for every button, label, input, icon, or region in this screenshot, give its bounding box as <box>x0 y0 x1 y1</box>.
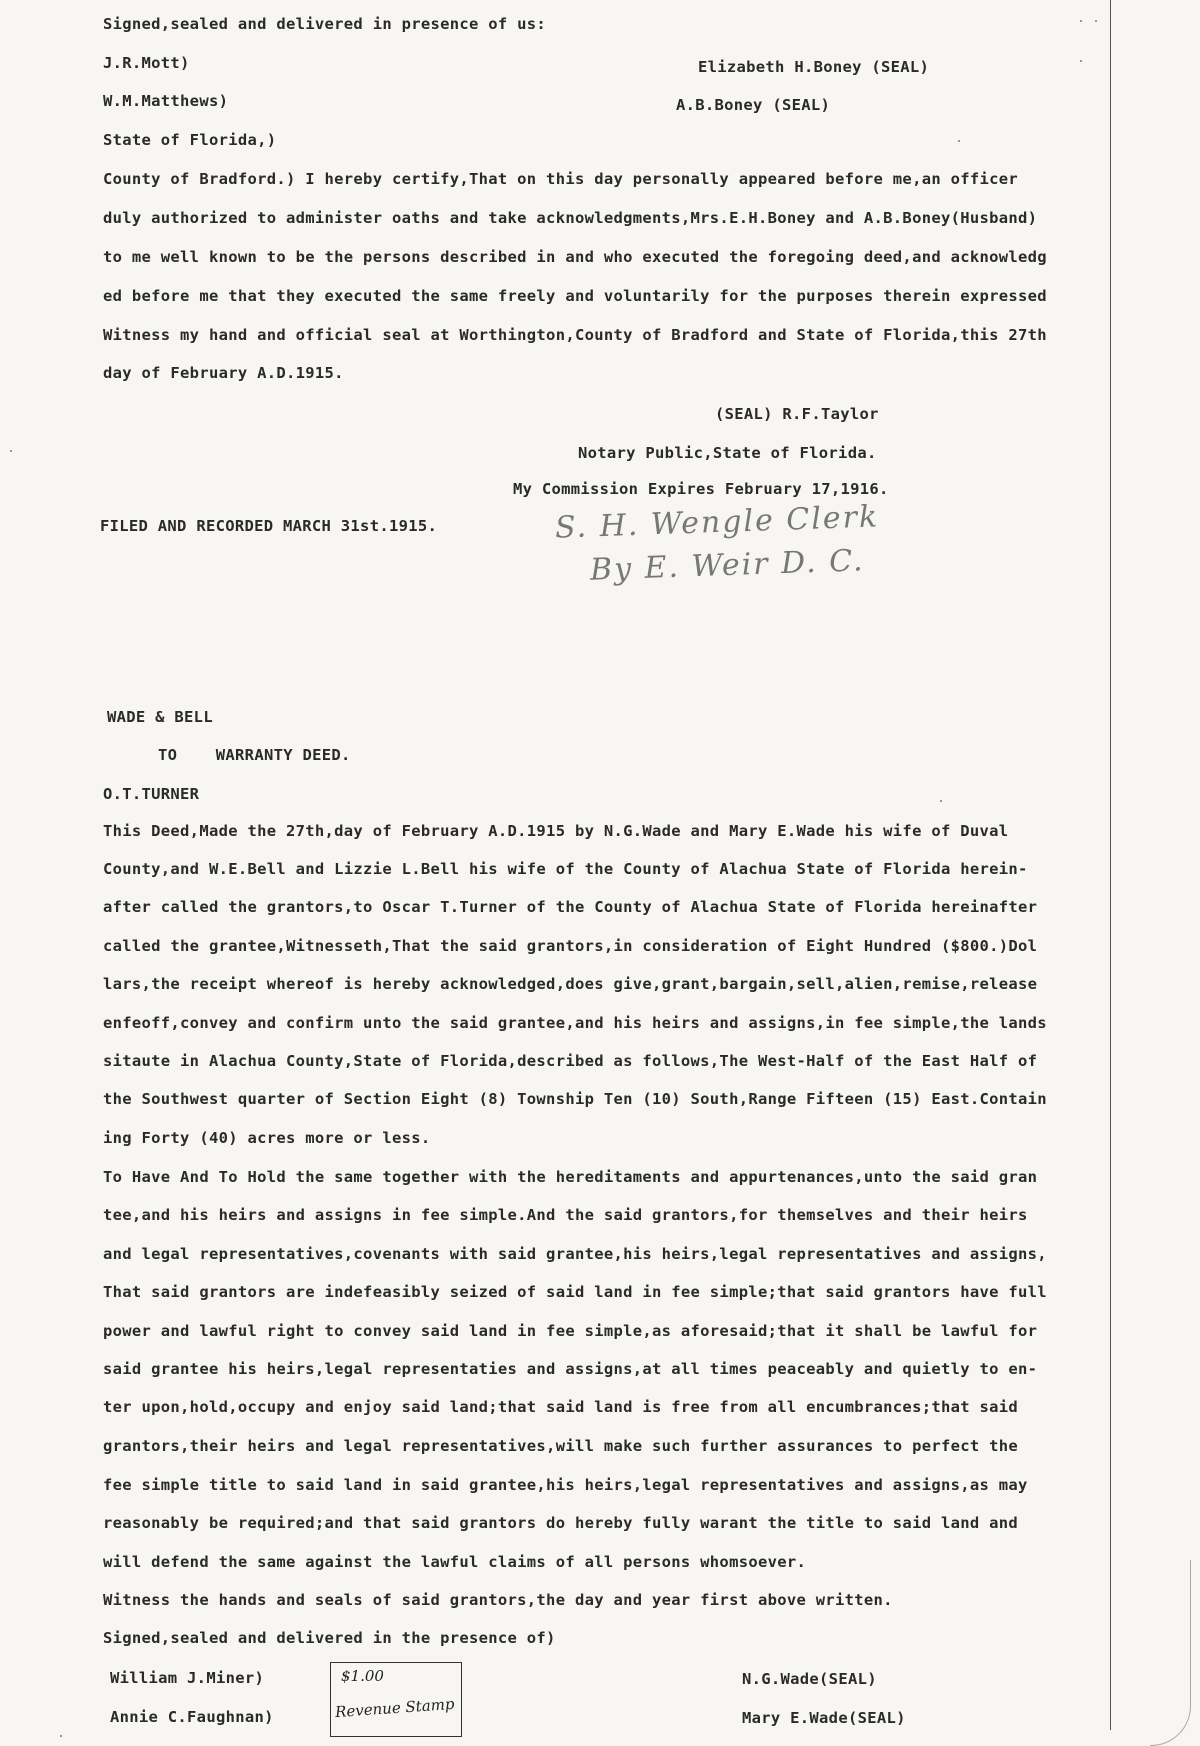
ack-line: day of February A.D.1915. <box>103 364 344 382</box>
commission-expiry: My Commission Expires February 17,1916. <box>513 480 889 498</box>
deed-line: To Have And To Hold the same together with the hereditaments and appurtenances,unto the said gran <box>103 1168 1038 1186</box>
revenue-stamp <box>330 1662 462 1737</box>
deed-line: and legal representatives,covenants with said grantee,his heirs,legal representatives and assigns, <box>103 1245 1047 1263</box>
deed-line: reasonably be required;and that said grantors do hereby fully warant the title to said land and <box>103 1514 1019 1532</box>
notary-seal-signature: (SEAL) R.F.Taylor <box>715 405 879 423</box>
witness-name: William J.Miner) <box>110 1669 265 1687</box>
ack-line: ed before me that they executed the same freely and voluntarily for the purposes therein expressed <box>103 287 1047 305</box>
paper-speck <box>1080 60 1082 62</box>
deed-line: said grantee his heirs,legal representaties and assigns,at all times peaceably and quietly to en- <box>103 1360 1038 1378</box>
deed-line: will defend the same against the lawful claims of all persons whomsoever. <box>103 1553 807 1571</box>
deed-party-grantors: WADE & BELL <box>107 708 213 726</box>
ack-line: County of Bradford.) I hereby certify,That on this day personally appeared before me,an officer <box>103 170 1019 188</box>
paper-speck <box>1095 20 1097 22</box>
stamp-amount: $1.00 <box>341 1667 384 1685</box>
deed-line: sitaute in Alachua County,State of Florida,described as follows,The West-Half of the East Half of <box>103 1052 1038 1070</box>
deed-title: TO WARRANTY DEED. <box>158 746 351 764</box>
deed-line: Witness the hands and seals of said grantors,the day and year first above written. <box>103 1591 893 1609</box>
paper-speck <box>940 800 942 802</box>
deed-line: fee simple title to said land in said grantee,his heirs,legal representatives and assigns,as may <box>103 1476 1028 1494</box>
witness-name: J.R.Mott) <box>103 54 190 72</box>
signer-name: Mary E.Wade(SEAL) <box>742 1709 906 1727</box>
witness-name: W.M.Matthews) <box>103 92 229 110</box>
deputy-clerk-signature: By E. Weir D. C. <box>589 543 866 588</box>
page-corner-curl <box>1150 1560 1191 1746</box>
notary-title: Notary Public,State of Florida. <box>578 444 877 462</box>
deed-party-grantee: O.T.TURNER <box>103 785 200 803</box>
witness-name: Annie C.Faughnan) <box>110 1708 274 1726</box>
deed-line: called the grantee,Witnesseth,That the said grantors,in consideration of Eight Hundred ($800.)Dol <box>103 937 1038 955</box>
filed-recorded: FILED AND RECORDED MARCH 31st.1915. <box>100 517 438 535</box>
deed-line: That said grantors are indefeasibly seized of said land in fee simple;that said grantors have full <box>103 1283 1047 1301</box>
signer-name: Elizabeth H.Boney (SEAL) <box>698 58 930 76</box>
deed-line: power and lawful right to convey said land in fee simple,as aforesaid;that it shall be lawful for <box>103 1322 1038 1340</box>
state-label: State of Florida,) <box>103 131 277 149</box>
deed-line: the Southwest quarter of Section Eight (8) Township Ten (10) South,Range Fifteen (15) East.Contain <box>103 1090 1047 1108</box>
clerk-signature: S. H. Wengle Clerk <box>554 499 880 546</box>
deed-line: grantors,their heirs and legal representatives,will make such further assurances to perfect the <box>103 1437 1019 1455</box>
paper-speck <box>60 1735 62 1737</box>
paper-speck <box>1080 20 1082 22</box>
ack-line: Witness my hand and official seal at Worthington,County of Bradford and State of Florida,this 27th <box>103 326 1047 344</box>
signer-name: N.G.Wade(SEAL) <box>742 1670 877 1688</box>
deed-line: County,and W.E.Bell and Lizzie L.Bell his wife of the County of Alachua State of Florida herein- <box>103 860 1028 878</box>
deed-line: Signed,sealed and delivered in the presence of) <box>103 1629 556 1647</box>
signer-name: A.B.Boney (SEAL) <box>676 96 831 114</box>
paper-speck <box>10 450 12 452</box>
witness-intro: Signed,sealed and delivered in presence of us: <box>103 15 547 33</box>
stamp-cancellation-signature: Revenue Stamp <box>334 1694 456 1722</box>
deed-line: This Deed,Made the 27th,day of February A.D.1915 by N.G.Wade and Mary E.Wade his wife of Duval <box>103 822 1009 840</box>
deed-line: enfeoff,convey and confirm unto the said grantee,and his heirs and assigns,in fee simple,the lands <box>103 1014 1047 1032</box>
ack-line: duly authorized to administer oaths and take acknowledgments,Mrs.E.H.Boney and A.B.Boney(Husband) <box>103 209 1038 227</box>
paper-speck <box>958 140 960 142</box>
deed-line: ter upon,hold,occupy and enjoy said land;that said land is free from all encumbrances;that said <box>103 1398 1019 1416</box>
deed-line: ing Forty (40) acres more or less. <box>103 1129 431 1147</box>
deed-line: tee,and his heirs and assigns in fee simple.And the said grantors,for themselves and their heirs <box>103 1206 1028 1224</box>
ack-line: to me well known to be the persons described in and who executed the foregoing deed,and acknowledg <box>103 248 1047 266</box>
deed-line: lars,the receipt whereof is hereby acknowledged,does give,grant,bargain,sell,alien,remise,release <box>103 975 1038 993</box>
deed-line: after called the grantors,to Oscar T.Turner of the County of Alachua State of Florida hereinafter <box>103 898 1038 916</box>
page-border-right <box>1110 0 1111 1730</box>
